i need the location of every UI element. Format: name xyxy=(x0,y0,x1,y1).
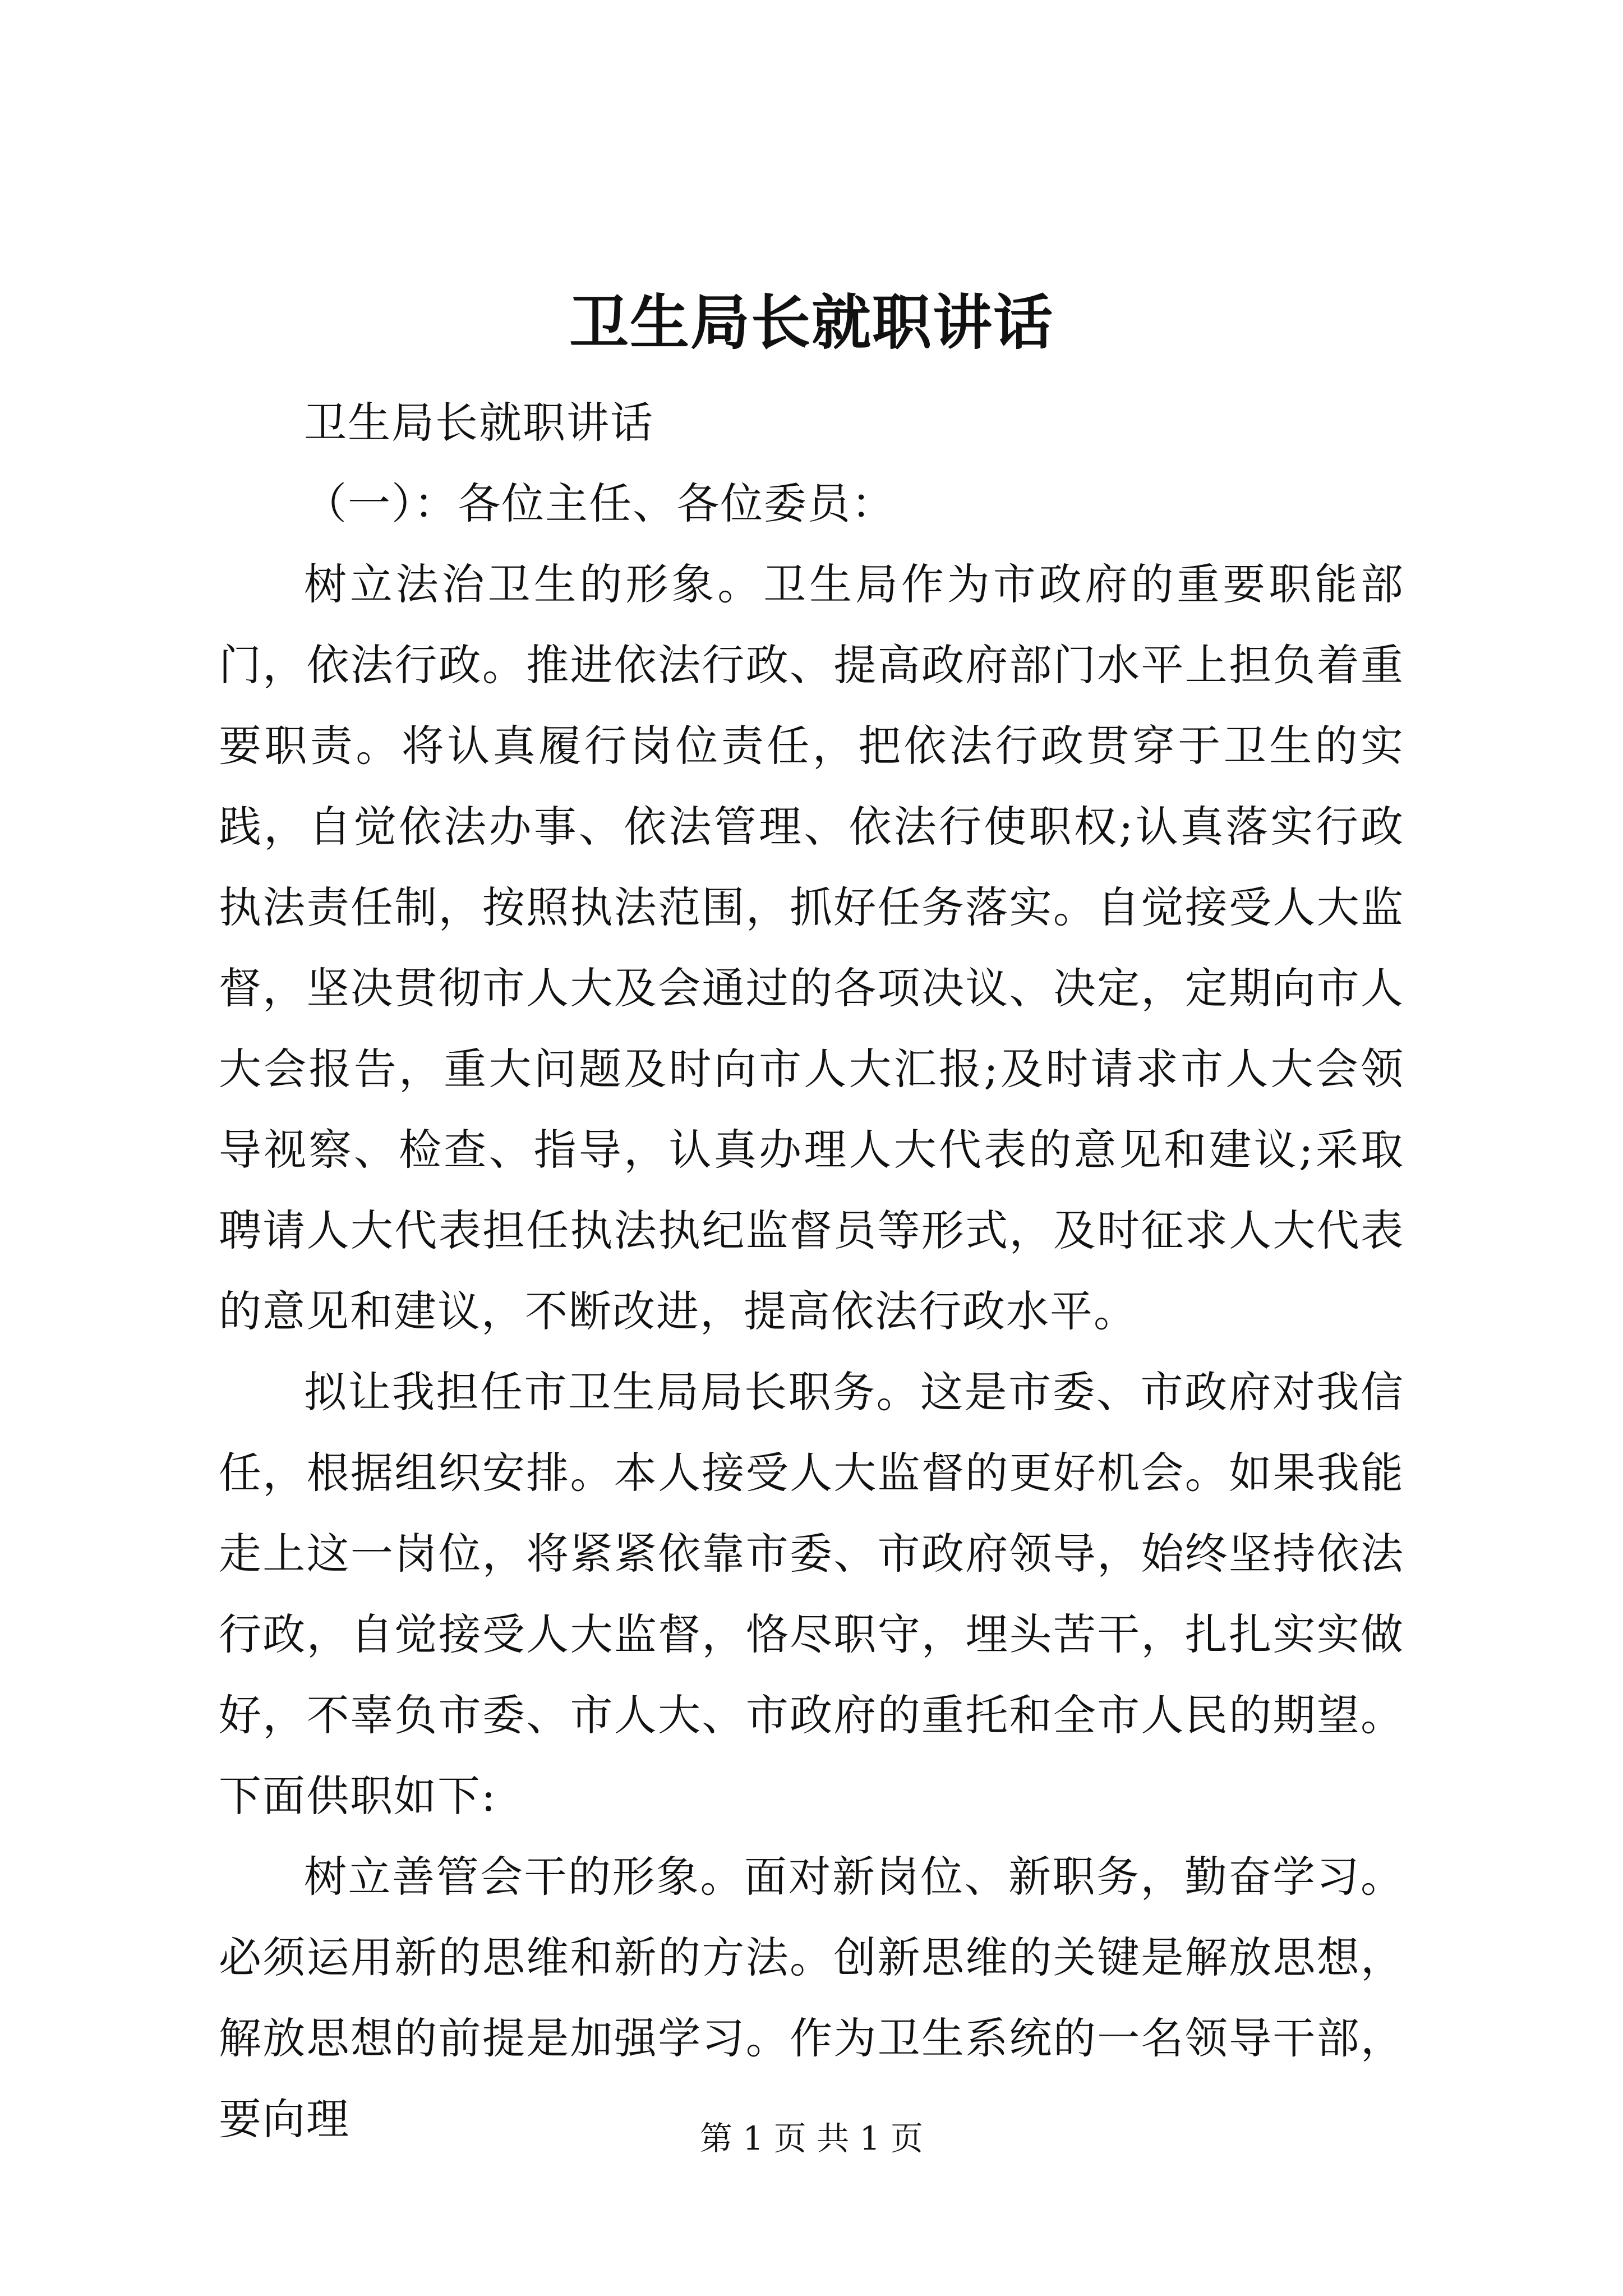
paragraph-management-image: 树立善管会干的形象。面对新岗位、新职务，勤奋学习。必须运用新的思维和新的方法。创新思维的关键是解放思想，解放思想的前提是加强学习。作为卫生系统的一名领导干部，要向理 xyxy=(219,1852,1404,2144)
document-subtitle: 卫生局长就职讲话 xyxy=(304,398,654,448)
document-body xyxy=(219,383,1404,2160)
page-footer xyxy=(0,2116,1623,2161)
document-title: 卫生局长就职讲话 xyxy=(569,287,1054,357)
salutation-line: （一）：各位主任、各位委员： xyxy=(304,478,895,528)
paragraph-rule-of-law: 树立法治卫生的形象。卫生局作为市政府的重要职能部门，依法行政。推进依法行政、提高政府部门水平上担负着重要职责。将认真履行岗位责任，把依法行政贯穿于卫生的实践，自觉依法办事、依法管理、依法行使职权;认真落实行政执法责任制，按照执法范围，抓好任务落实。自觉接受人大监督，坚决贯彻市人大及会通过的各项决议、决定，定期向市人大会报告，重大问题及时向市人大汇报;及时请求市人大会领导视察、检查、指导，认真办理人大代表的意见和建议;采取聘请人大代表担任执法执纪监督员等形式，及时征求人大代表的意见和建议，不断改进，提高依法行政水平。 xyxy=(219,559,1404,1336)
page-number: 第 1 页 共 1 页 xyxy=(700,2119,923,2157)
paragraph-appointment: 拟让我担任市卫生局局长职务。这是市委、市政府对我信任，根据组织安排。本人接受人大监督的更好机会。如果我能走上这一岗位，将紧紧依靠市委、市政府领导，始终坚持依法行政，自觉接受人大监督，恪尽职守，埋头苦干，扎扎实实做好，不辜负市委、市人大、市政府的重托和全市人民的期望。下面供职如下: xyxy=(219,1367,1404,1821)
